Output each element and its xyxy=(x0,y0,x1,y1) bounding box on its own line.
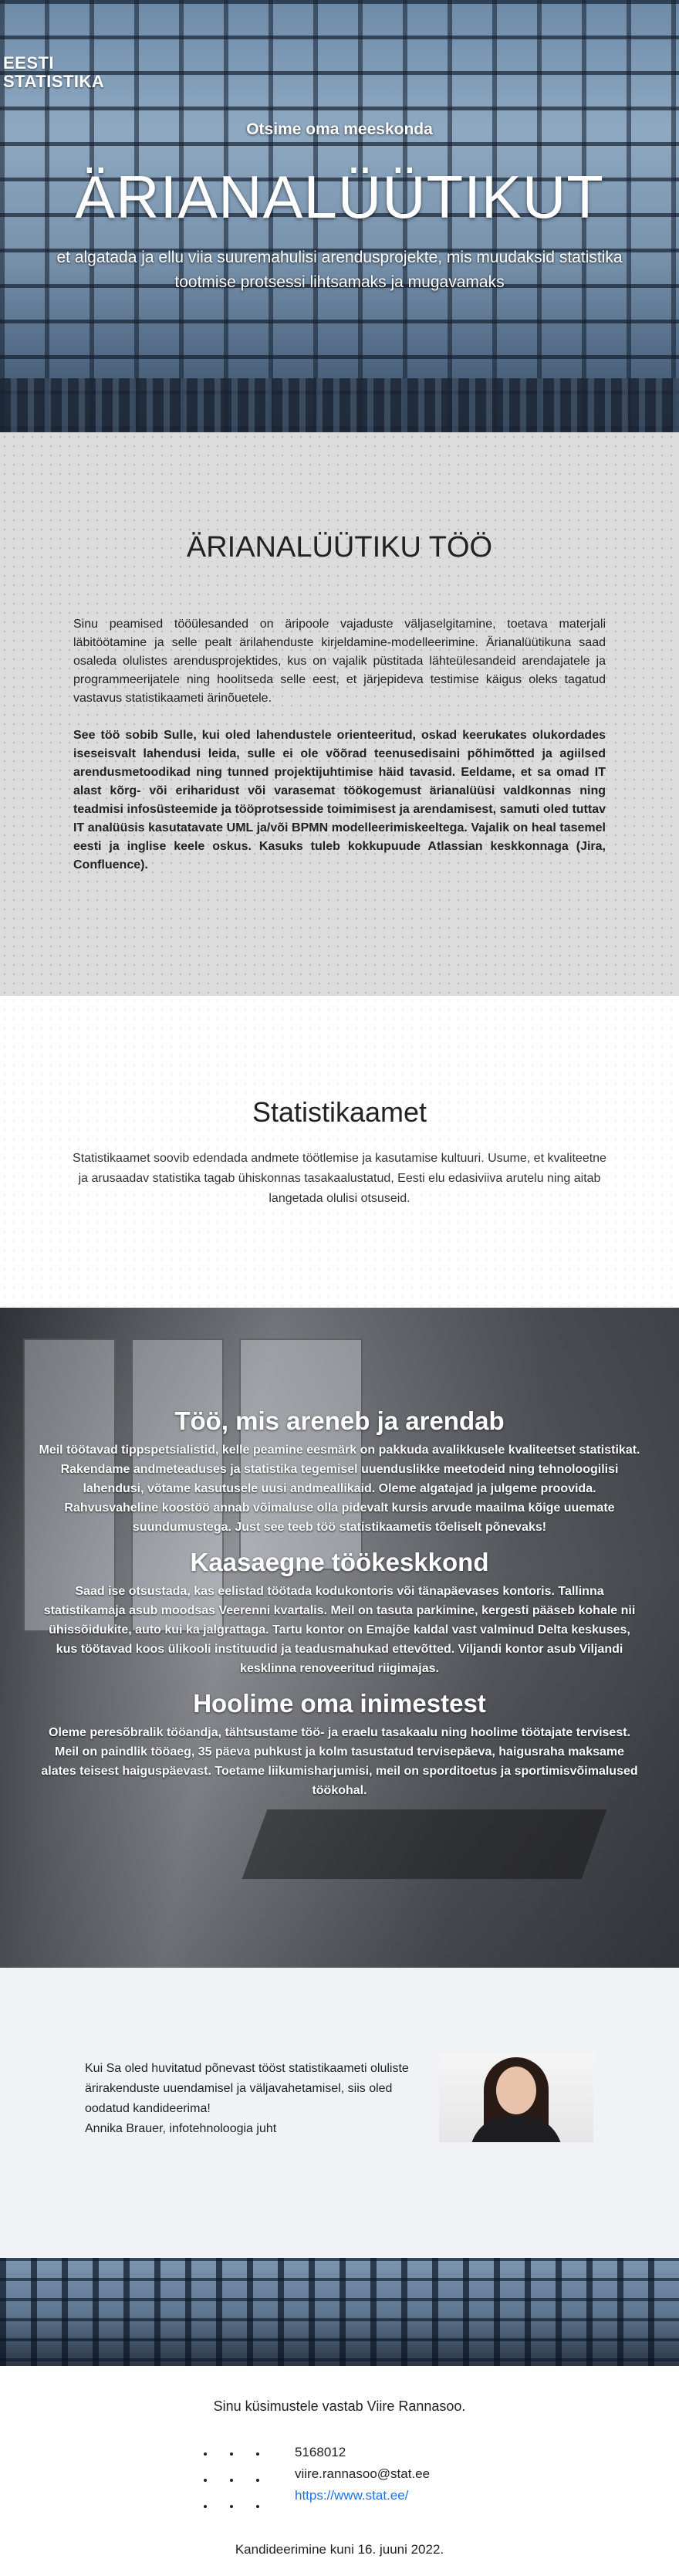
benefits-content xyxy=(0,1308,679,1800)
building-facade-banner xyxy=(0,2258,679,2366)
benefit-text-care: Oleme peresõbralik tööandja, tähtsustame töö- ja eraelu tasakaalu ning hoolime töötajate tervisest. Meil on paindlik tööaeg, 35 päeva puhkust ja kolm tasustatud tervisepäeva, haigusraha maksame alates teisest haiguspäevast. Toetame liikumisharjumisi, meil on sporditoetus ja sportimisvõimalused töökohal. xyxy=(41,1726,638,1797)
benefit-text-workplace: Saad ise otsustada, kas eelistad töötada kodukontoris või tänapäevases kontoris. Tallinna statistikamaja asub moodsas Veerenni kvartalis. Meil on tasuta parkimine, kergesti pääseb kohale nii ühissõidukite, auto kui ka jalgrattaga. Tartu kontor on Emajõe kaldal vast valminud Delta keskuses, kus töötavad koos ülikooli instituudid ja teadusmahukad ettevõtted. Viljandi kontor asub Viljandi kesklinna renoveeritud riigimajas. xyxy=(43,1585,636,1675)
logo-line2: STATISTIKA xyxy=(3,72,105,91)
hero-subtitle: Otsime oma meeskonda xyxy=(246,120,433,138)
benefits-section xyxy=(0,1308,679,1968)
testimonial xyxy=(85,2059,409,2139)
contact-phone[interactable]: 5168012 xyxy=(295,2445,346,2459)
contact-section xyxy=(0,2366,679,2576)
eesti-statistika-logo[interactable] xyxy=(3,54,104,91)
testimonial-section xyxy=(0,1968,679,2258)
job-heading: ÄRIANALÜÜTIKU TÖÖ xyxy=(186,531,493,564)
logo-line1: EESTI xyxy=(3,53,55,73)
benefit-heading-care: Hoolime oma inimestest xyxy=(193,1689,486,1718)
contact-details xyxy=(295,2442,430,2507)
portrait-face xyxy=(496,2067,536,2114)
testimonial-text: Kui Sa oled huvitatud põnevast tööst statistikaameti oluliste ärirakenduste uuendamisel ja väljavahetamisel, siis oled oodatud kandideerima! xyxy=(85,2062,409,2115)
about-text: Statistikaamet soovib edendada andmete töötlemise ja kasutamise kultuuri. Usume, et kvaliteetne ja arusaadav statistika tagab ühiskonnas tasakaalustatud, Eesti elu edasiviiva arutelu ning aitab langetada olulisi otsuseid. xyxy=(73,1152,606,1205)
hero-description: et algatada ja ellu viia suuremahulisi arendusprojekte, mis muudaksid statistika tootmise protsessi lihtsamaks ja mugavamaks xyxy=(56,249,623,291)
testimonial-author: Annika Brauer, infotehnoloogia juht xyxy=(85,2122,277,2135)
benefit-heading-workplace: Kaasaegne töökeskkond xyxy=(190,1548,489,1576)
dot-logo-icon xyxy=(193,2443,270,2520)
about-heading: Statistikaamet xyxy=(252,1096,427,1128)
job-paragraph-duties: Sinu peamised tööülesanded on äripoole vajaduste väljaselgitamine, toetava materjali läbitöötamine ja selle pealt ärilahenduste kirjeldamine-modelleerimine. Ärianalüütikuna saad osaleda olulistes arendusprojektides, kus on vajalik püstitada lähteülesandeid arendajatele ja programmeerijatele ning hoolitseda selle eest, et järjepideva testimise käigus oleks tagatud vastavus statistikaameti ärinõuetele. xyxy=(73,618,606,705)
contact-website-link[interactable]: https://www.stat.ee/ xyxy=(295,2488,409,2503)
hero-title: ÄRIANALÜÜTIKUT xyxy=(75,163,604,231)
testimonial-portrait xyxy=(439,2053,593,2142)
job-description-section xyxy=(0,432,679,996)
job-paragraph-requirements: See töö sobib Sulle, kui oled lahendustele orienteeritud, oskad keerukates olukordades iseseisvalt lahendusi leida, sulle ei ole võõrad teenusedisaini põhimõtted ja agiilsed arendusmetoodikad ning tunned projektijuhtimise häid tavasid. Eeldame, et sa omad IT alast kõrg- või eriharidust või varasemat töökogemust ärianalüüsi valdkonnas ning teadmisi infosüsteemide ja tööprotsesside toimimisest ja arendamisest, samuti oled tuttav IT analüüsis kasutatavate UML ja/või BPMN modelleerimiskeeltega. Vajalik on heal tasemel eesti ja inglise keele oskus. Kasuks tuleb kokkupuude Atlassian keskkonnaga (Jira, Confluence). xyxy=(73,729,606,872)
contact-email[interactable]: viire.rannasoo@stat.ee xyxy=(295,2466,431,2481)
contact-lead: Sinu küsimustele vastab Viire Rannasoo. xyxy=(213,2398,466,2414)
hero-section xyxy=(0,0,679,432)
application-deadline: Kandideerimine kuni 16. juuni 2022. xyxy=(235,2542,444,2557)
office-table-image xyxy=(242,1809,607,1879)
benefit-text-growth: Meil töötavad tippspetsialistid, kelle peamine eesmärk on pakkuda avalikkusele kvaliteetset statistikat. Rakendame andmeteaduses ja statistika tegemisel uuenduslikke meetodeid ning tehnoloogilisi lahendusi, võtame kasutusele uusi andmeallikaid. Oleme algatajad ja julgeme proovida. Rahvusvaheline koostöö annab võimaluse olla pidevalt kursis arvude maailma kõige uuemate suundumustega. Just see teeb töö statistikaametis tõeliselt põnevaks! xyxy=(39,1444,640,1534)
benefit-heading-growth: Töö, mis areneb ja arendab xyxy=(174,1406,505,1435)
about-section xyxy=(0,996,679,1308)
